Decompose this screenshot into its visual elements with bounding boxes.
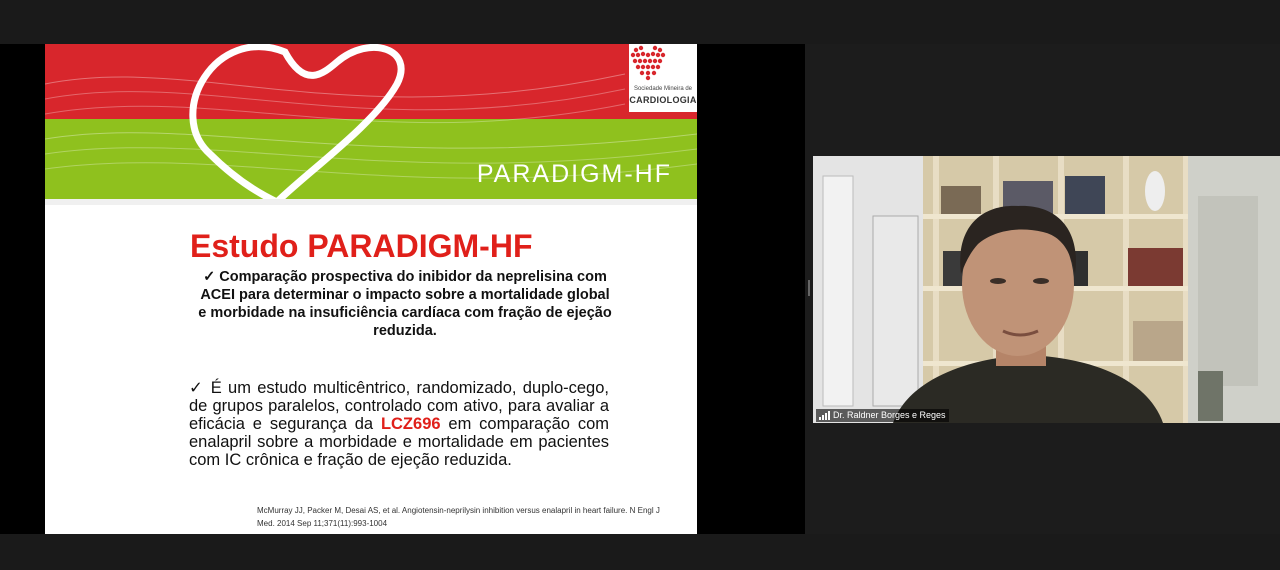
- bullet-2-text-after: em comparação com enalapril sobre a morbidade e mortalidade em pacientes com IC crônica e fração de ejeção reduzida.: [189, 415, 609, 469]
- video-feed: [813, 156, 1280, 423]
- banner-title: PARADIGM-HF: [476, 160, 672, 188]
- bottom-bar: [0, 534, 1280, 570]
- logo-text-line1: Sociedade Mineira de: [633, 86, 693, 92]
- participant-video[interactable]: [813, 156, 1280, 423]
- panel-resize-handle[interactable]: [808, 280, 810, 296]
- presentation-slide: [45, 44, 697, 534]
- slide-title: Estudo PARADIGM-HF: [190, 228, 533, 264]
- bullet-2-highlight: LCZ696: [380, 415, 441, 433]
- slide-banner: [45, 44, 697, 199]
- slide-bullet-2: [189, 379, 609, 469]
- bullet-2-text-before: ✓ É um estudo multicêntrico, randomizado, duplo-cego, de grupos paralelos, controlado com ativo, para avaliar a eficácia e segurança da: [189, 379, 609, 433]
- logo-text-line2: CARDIOLOGIA: [629, 95, 697, 105]
- heart-logo-icon: [629, 44, 667, 82]
- top-bar: [0, 0, 1280, 44]
- slide-bullet-1: ✓ Comparação prospectiva do inibidor da neprelisina com ACEI para determinar o impacto sobre a mortalidade global e morbidade na insuficiência cardíaca com fração de ejeção reduzida.: [198, 269, 612, 339]
- banner-divider: [45, 199, 697, 205]
- participant-name-tag: [816, 409, 949, 422]
- audio-level-icon: [819, 411, 830, 420]
- screen-share-area[interactable]: [0, 44, 805, 534]
- participant-name: Dr. Raldner Borges e Reges: [833, 410, 946, 420]
- slide-reference: McMurray JJ, Packer M, Desai AS, et al. Angiotensin-neprilysin inhibition versus enalapril in heart failure. N Engl J Med. 2014 Sep 11;371(11):993-1004: [257, 506, 660, 528]
- sociedade-logo: [629, 44, 697, 112]
